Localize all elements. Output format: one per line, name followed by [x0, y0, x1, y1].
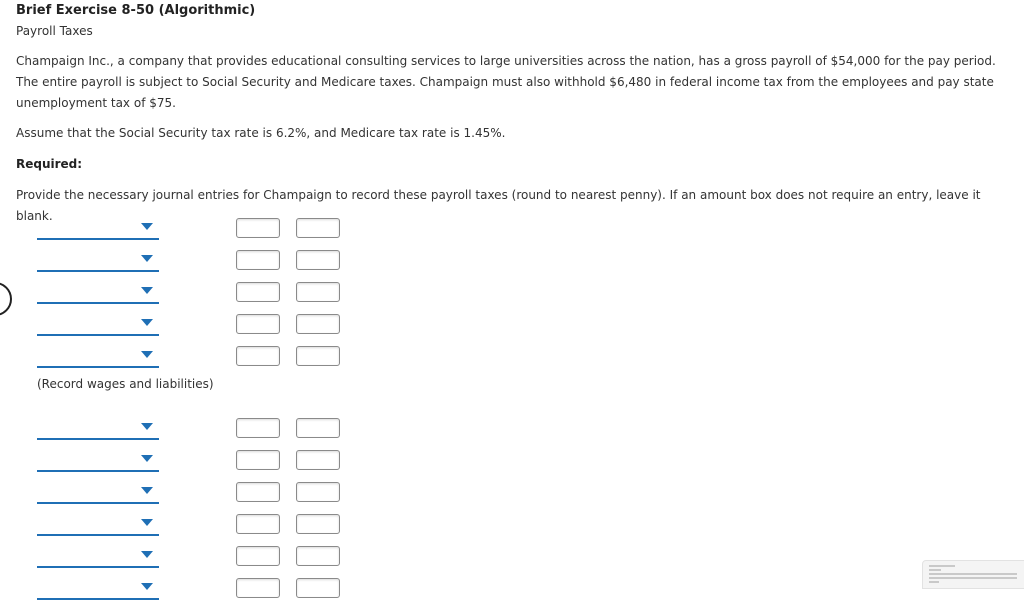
- debit-input[interactable]: [236, 282, 280, 302]
- credit-input[interactable]: [296, 546, 340, 566]
- journal-line: [37, 250, 347, 274]
- required-label: Required:: [16, 157, 83, 171]
- chevron-down-icon[interactable]: [141, 455, 153, 462]
- journal-line: [37, 578, 347, 602]
- preview-thumbnail[interactable]: [922, 560, 1024, 589]
- journal-line: [37, 546, 347, 570]
- chevron-down-icon[interactable]: [141, 519, 153, 526]
- debit-input[interactable]: [236, 418, 280, 438]
- instructions: Provide the necessary journal entries for Champaign to record these payroll taxes (round to nearest penny). If an amount box does not require an entry, leave it blank.: [16, 188, 981, 223]
- chevron-down-icon[interactable]: [141, 223, 153, 230]
- debit-input[interactable]: [236, 346, 280, 366]
- debit-input[interactable]: [236, 578, 280, 598]
- journal-line: [37, 282, 347, 306]
- journal-line: [37, 418, 347, 442]
- debit-input[interactable]: [236, 450, 280, 470]
- credit-input[interactable]: [296, 482, 340, 502]
- exercise-title: Brief Exercise 8-50 (Algorithmic): [16, 3, 256, 18]
- credit-input[interactable]: [296, 250, 340, 270]
- journal-line: [37, 346, 347, 370]
- chevron-down-icon[interactable]: [141, 319, 153, 326]
- journal-line: [37, 514, 347, 538]
- journal-line: [37, 450, 347, 474]
- debit-input[interactable]: [236, 218, 280, 238]
- side-nav-circle[interactable]: [0, 282, 12, 316]
- debit-input[interactable]: [236, 250, 280, 270]
- credit-input[interactable]: [296, 346, 340, 366]
- credit-input[interactable]: [296, 450, 340, 470]
- credit-input[interactable]: [296, 218, 340, 238]
- credit-input[interactable]: [296, 418, 340, 438]
- credit-input[interactable]: [296, 282, 340, 302]
- problem-assumption: Assume that the Social Security tax rate is 6.2%, and Medicare tax rate is 1.45%.: [16, 126, 506, 140]
- debit-input[interactable]: [236, 546, 280, 566]
- chevron-down-icon[interactable]: [141, 487, 153, 494]
- journal-line: [37, 482, 347, 506]
- credit-input[interactable]: [296, 578, 340, 598]
- debit-input[interactable]: [236, 514, 280, 534]
- chevron-down-icon[interactable]: [141, 255, 153, 262]
- chevron-down-icon[interactable]: [141, 351, 153, 358]
- chevron-down-icon[interactable]: [141, 423, 153, 430]
- chevron-down-icon[interactable]: [141, 551, 153, 558]
- exercise-subtitle: Payroll Taxes: [16, 24, 93, 38]
- chevron-down-icon[interactable]: [141, 287, 153, 294]
- problem-intro: Champaign Inc., a company that provides educational consulting services to large universities across the nation, has a gross payroll of $54,000 for the pay period. The entire payroll is subject to Social Security and Medicare taxes. Champaign must also withhold $6,480 in federal income tax from the employees and pay state unemployment tax of $75.: [16, 54, 996, 110]
- debit-input[interactable]: [236, 314, 280, 334]
- journal-line: [37, 314, 347, 338]
- journal-line: [37, 218, 347, 242]
- credit-input[interactable]: [296, 514, 340, 534]
- entry-note: (Record wages and liabilities): [37, 377, 214, 391]
- debit-input[interactable]: [236, 482, 280, 502]
- credit-input[interactable]: [296, 314, 340, 334]
